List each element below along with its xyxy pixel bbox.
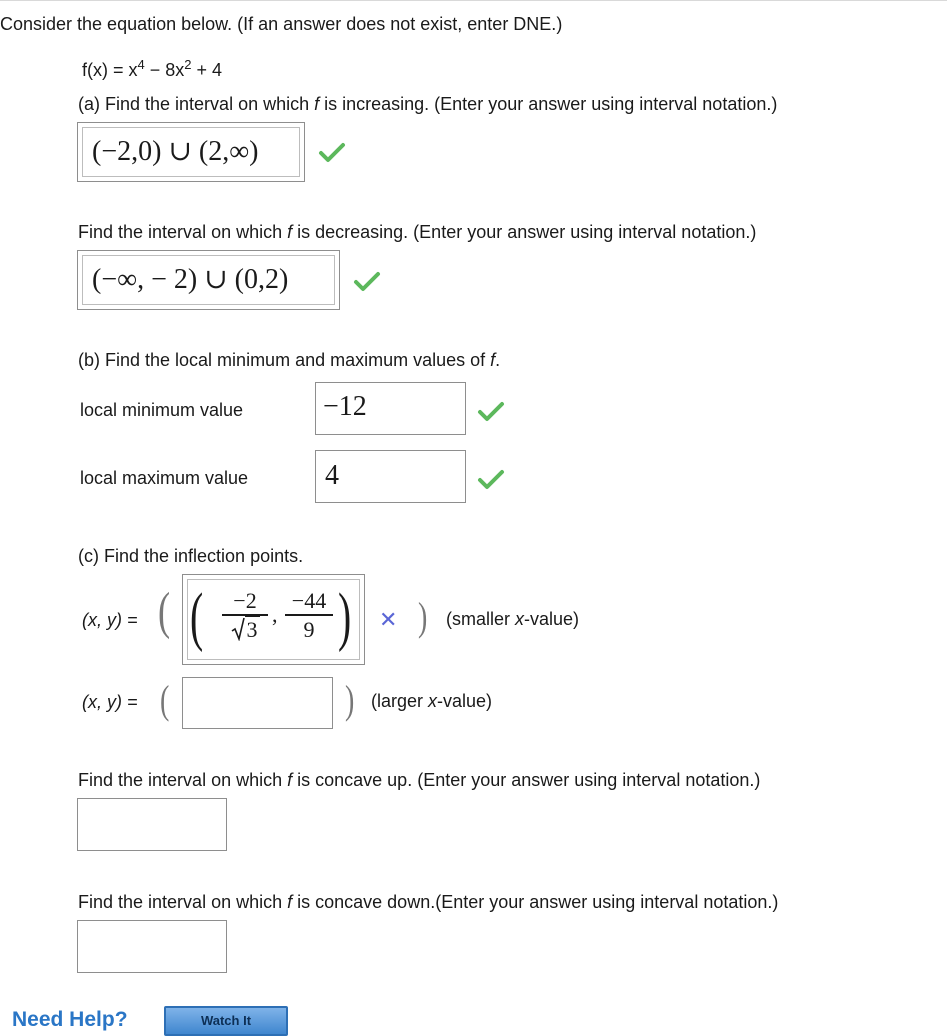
increasing-answer-field[interactable]: [82, 127, 300, 177]
check-icon: [477, 400, 505, 422]
local-max-input[interactable]: [315, 450, 466, 503]
point1-answer-field[interactable]: [187, 579, 360, 660]
check-icon: [477, 468, 505, 490]
problem-intro: Consider the equation below. (If an answer does not exist, enter DNE.): [0, 14, 563, 34]
note-var: x: [428, 691, 438, 711]
x-fraction: [222, 589, 268, 643]
outer-left-paren: (: [160, 677, 170, 722]
concave-down-prompt: [78, 891, 778, 913]
inner-right-paren: ): [338, 580, 352, 653]
check-icon: [353, 270, 381, 292]
note-suffix: -value): [524, 609, 580, 629]
decreasing-prompt-prefix: Find the interval on which: [78, 222, 288, 242]
part-a-prompt-suffix: is increasing. (Enter your answer using interval notation.): [319, 94, 778, 114]
y-numerator: −44: [291, 588, 327, 613]
outer-right-paren: ): [345, 677, 355, 722]
y-fraction-bar: [285, 614, 333, 616]
local-min-label: local minimum value: [80, 400, 244, 420]
note-prefix: (larger: [371, 691, 429, 711]
note-var: x: [515, 609, 525, 629]
part-c-prompt: (c) Find the inflection points.: [78, 546, 304, 566]
watch-it-button[interactable]: Watch It: [164, 1006, 288, 1036]
concave-up-prefix: Find the interval on which: [78, 770, 288, 790]
x-numerator: −2: [233, 588, 257, 613]
outer-right-paren: ): [418, 594, 428, 639]
decreasing-prompt: [78, 221, 756, 243]
x-icon: ✕: [379, 607, 398, 632]
concave-down-suffix: is concave down.(Enter your answer using interval notation.): [292, 892, 779, 912]
note-suffix: -value): [437, 691, 493, 711]
top-divider: [0, 0, 947, 1]
decreasing-answer-value: (−∞, − 2) ∪ (0,2): [92, 264, 289, 295]
xy-label-text: (x, y) =: [82, 692, 138, 712]
concave-down-prefix: Find the interval on which: [78, 892, 288, 912]
y-denominator: 9: [303, 616, 315, 642]
point2-note: [371, 690, 492, 712]
equation: [82, 54, 222, 81]
point2-xy-label: [82, 691, 138, 713]
equation-mid: − 8x: [144, 60, 185, 80]
f-symbol: f: [287, 892, 293, 912]
comma: ,: [272, 602, 278, 627]
equation-exp2: 2: [184, 57, 192, 72]
concave-down-input[interactable]: [77, 920, 227, 973]
decreasing-answer-box[interactable]: [77, 250, 340, 310]
part-b-prompt-suffix: .: [495, 350, 501, 370]
decreasing-prompt-suffix: is decreasing. (Enter your answer using interval notation.): [292, 222, 757, 242]
local-max-label: local maximum value: [80, 468, 249, 488]
equation-lhs: f(x) = x: [82, 60, 138, 80]
local-min-input[interactable]: [315, 382, 466, 435]
equation-exp1: 4: [137, 57, 145, 72]
xy-label-text: (x, y) =: [82, 610, 138, 630]
decreasing-answer-field[interactable]: [82, 255, 335, 305]
part-b-prompt-prefix: (b) Find the local minimum and maximum values of: [78, 350, 491, 370]
note-prefix: (smaller: [446, 609, 516, 629]
local-max-value: 4: [325, 460, 339, 491]
f-symbol: f: [314, 94, 320, 114]
x-denominator: [222, 617, 268, 643]
point1-xy-label: [82, 609, 138, 631]
part-a-prompt-prefix: (a) Find the interval on which: [78, 94, 315, 114]
part-a-prompt: [78, 93, 777, 115]
need-help-label: Need Help?: [12, 1008, 128, 1031]
concave-up-suffix: is concave up. (Enter your answer using interval notation.): [292, 770, 761, 790]
part-b-prompt: [78, 349, 500, 371]
f-symbol: f: [490, 350, 496, 370]
equation-rhs: + 4: [191, 60, 223, 80]
inner-left-paren: (: [190, 580, 204, 653]
concave-up-input[interactable]: [77, 798, 227, 851]
local-min-value: −12: [323, 391, 367, 422]
check-icon: [318, 141, 346, 163]
concave-up-prompt: [78, 769, 760, 791]
increasing-answer-value: (−2,0) ∪ (2,∞): [92, 136, 259, 167]
point2-input[interactable]: [182, 677, 333, 729]
y-fraction: [285, 589, 333, 643]
f-symbol: f: [287, 222, 293, 242]
point1-answer-box[interactable]: [182, 574, 365, 665]
increasing-answer-box[interactable]: [77, 122, 305, 182]
outer-left-paren: (: [158, 583, 171, 640]
sqrt-radicand: 3: [246, 616, 258, 642]
point1-note: [446, 608, 579, 630]
f-symbol: f: [287, 770, 293, 790]
sqrt-icon: [231, 617, 245, 641]
